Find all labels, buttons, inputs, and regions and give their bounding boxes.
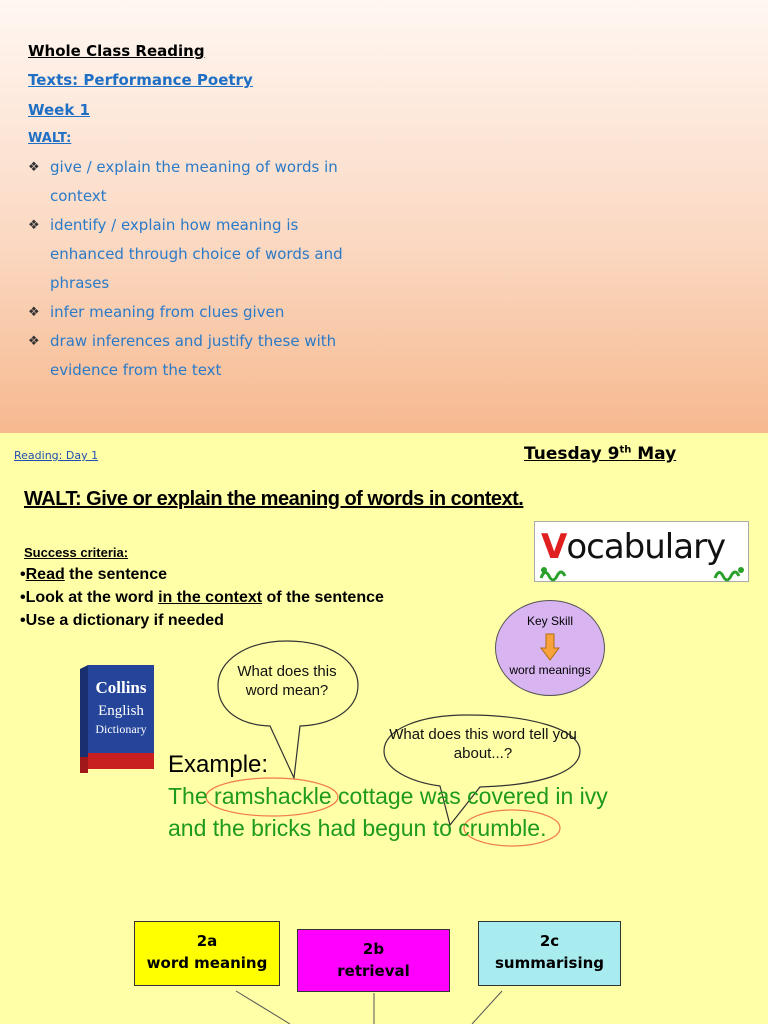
example-sentence-line: and the bricks had begun to crumble. [168,815,547,841]
walt-bullet-list [28,153,358,385]
lesson-date: Tuesday 9th May [524,444,677,464]
slide-reading-day-1 [0,433,768,1024]
diamond-bullet-icon: ❖ [28,218,40,233]
connector-lines [0,433,768,1024]
skill-box-2c: 2c summarising [478,921,621,986]
list-item: ❖ infer meaning from clues given [28,298,358,327]
key-skill-label: word meanings [509,663,591,677]
svg-text:Collins: Collins [95,678,147,697]
list-item: ❖ identify / explain how meaning is enhanced through choice of words and phrases [28,211,358,298]
skill-box-2b: 2b retrieval [297,929,450,992]
walt-statement: WALT: Give or explain the meaning of words in context. [24,488,524,510]
success-criteria-heading: Success criteria: [24,545,129,560]
list-item: ❖ give / explain the meaning of words in context [28,153,358,211]
criteria-item: •Use a dictionary if needed [20,612,224,629]
diamond-bullet-icon: ❖ [28,305,40,320]
bubble-question-1: What does this word mean? [237,663,337,699]
vocabulary-logo: Vocabulary [534,521,749,582]
skill-box-2a: 2a word meaning [134,921,280,986]
example-sentence-line: The ramshackle cottage was covered in ivy [168,783,608,809]
criteria-item: •Read the sentence [20,566,167,583]
slide-walt-overview [0,0,768,433]
reading-day-link[interactable]: Reading: Day 1 [14,449,99,462]
diamond-bullet-icon: ❖ [28,160,40,175]
week-heading: Week 1 [28,101,90,119]
texts-heading: Texts: Performance Poetry [28,71,253,89]
bubble-question-2: What does this word tell you about...? [389,726,577,762]
key-skill-title: Key Skill [526,614,573,628]
svg-text:English: English [98,703,144,719]
diamond-bullet-icon: ❖ [28,334,40,349]
list-item: ❖ draw inferences and justify these with evidence from the text [28,327,358,385]
example-label: Example: [168,751,269,778]
svg-text:Dictionary: Dictionary [95,722,147,736]
walt-heading: WALT: [28,131,72,146]
slide-title: Whole Class Reading [28,42,205,60]
criteria-item: •Look at the word in the context of the sentence [20,589,384,606]
